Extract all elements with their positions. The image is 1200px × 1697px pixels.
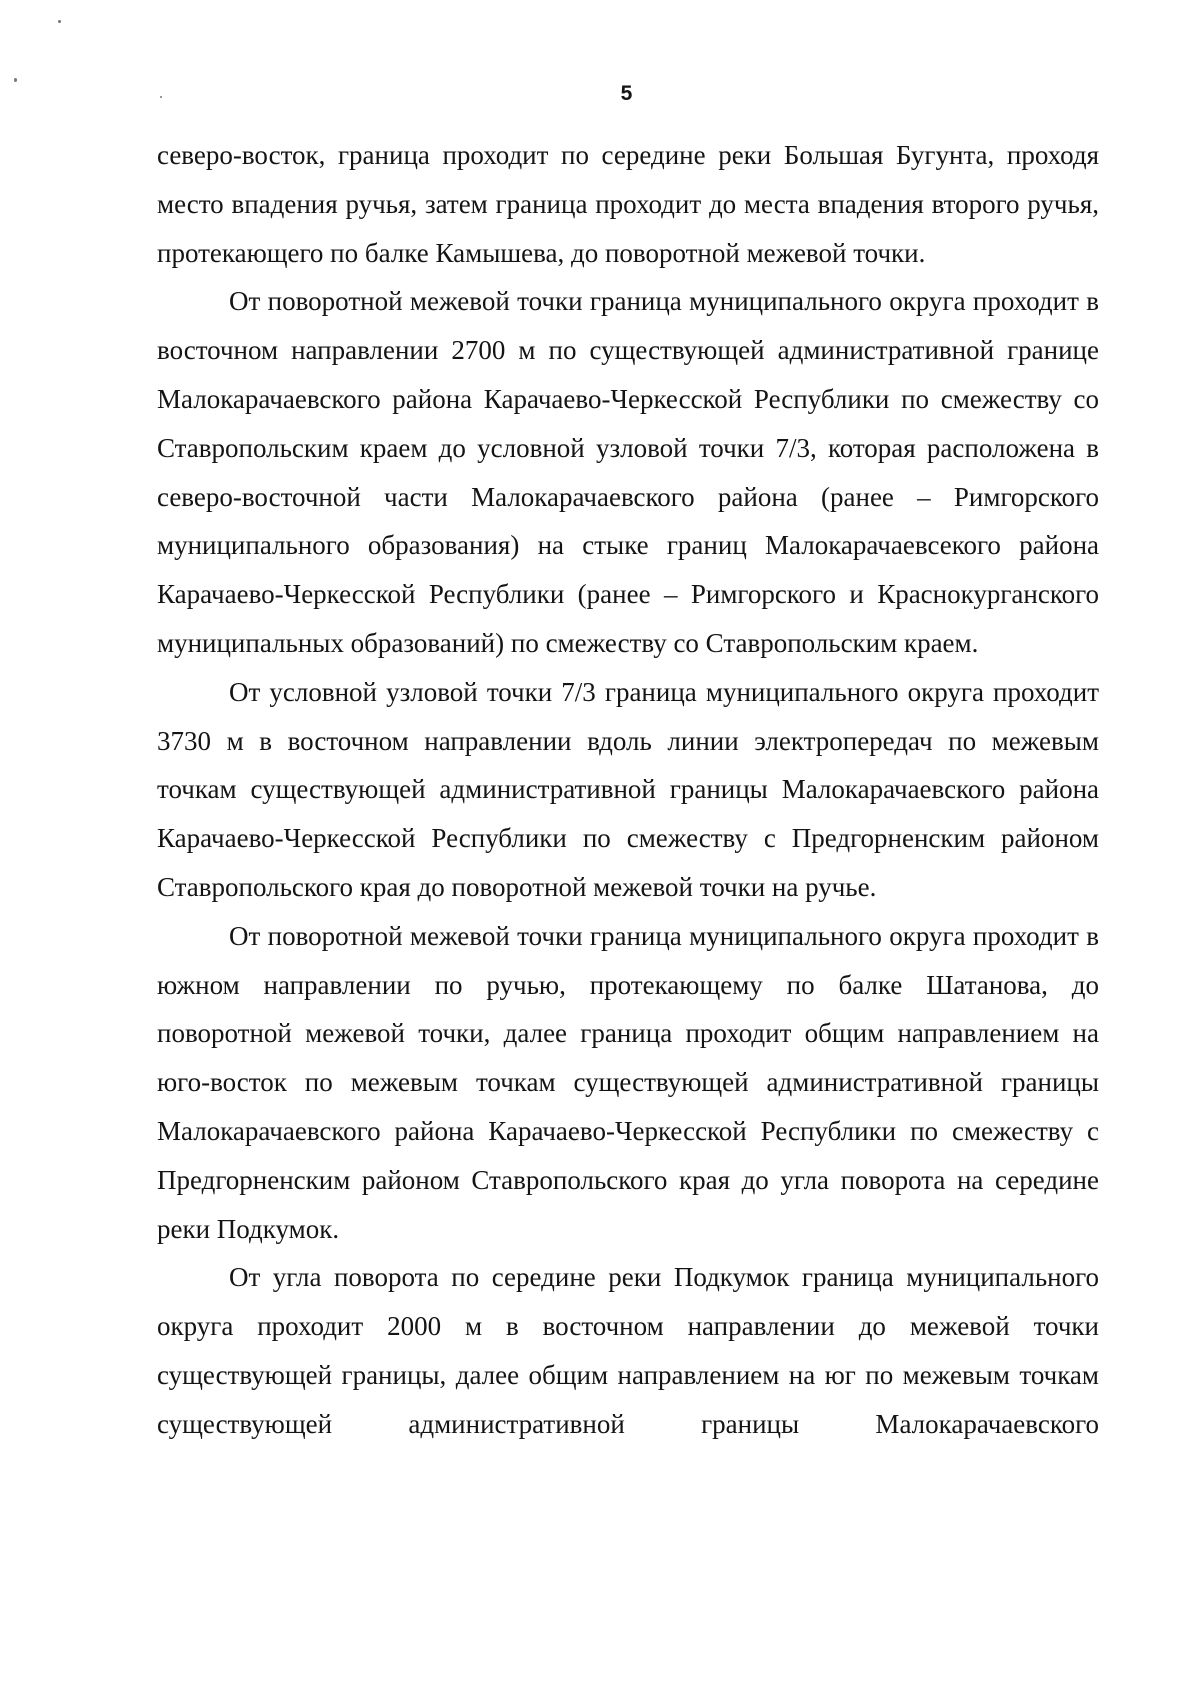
scan-speck (160, 96, 162, 98)
page-number: 5 (620, 82, 633, 105)
scan-speck (14, 78, 17, 82)
scan-speck (58, 20, 61, 23)
paragraph-3: От условной узловой точки 7/3 граница муниципального округа проходит 3730 м в восточном направлении вдоль линии электропередач по межевым точкам существующей административной границы Малокарачаевского района Карачаево-Черкесской Республики по смежеству с Предгорненским районом Ставропольского края до поворотной межевой точки на ручье. (157, 676, 1099, 902)
document-body (157, 131, 1099, 1449)
paragraph-4: От поворотной межевой точки граница муниципального округа проходит в южном направлении по ручью, протекающему по балке Шатанова, до поворотной межевой точки, далее граница проходит общим направлением на юго-восток по межевым точкам существующей административной границы Малокарачаевского района Карачаево-Черкесской Республики по смежеству с Предгорненским районом Ставропольского края до угла поворота на середине реки Подкумок. (157, 920, 1099, 1244)
paragraph-1: северо-восток, граница проходит по середине реки Большая Бугунта, проходя место впадения ручья, затем граница проходит до места впадения второго ручья, протекающего по балке Камышева, до поворотной межевой точки. (157, 140, 1099, 268)
paragraph-2: От поворотной межевой точки граница муниципального округа проходит в восточном направлении 2700 м по существующей административной границе Малокарачаевского района Карачаево-Черкесской Республики по смежеству со Ставропольским краем до условной узловой точки 7/3, которая расположена в северо-восточной части Малокарачаевского района (ранее – Римгорского муниципального образования) на стыке границ Малокарачаевсекого района Карачаево-Черкесской Республики (ранее – Римгорского и Краснокурганского муниципальных образований) по смежеству со Ставропольским краем. (157, 286, 1099, 658)
paragraph-5: От угла поворота по середине реки Подкумок граница муниципального округа проходит 2000 м в восточном направлении до межевой точки существующей границы, далее общим направлением на юг по межевым точкам существующей административной границы Малокарачаевского (157, 1262, 1099, 1439)
